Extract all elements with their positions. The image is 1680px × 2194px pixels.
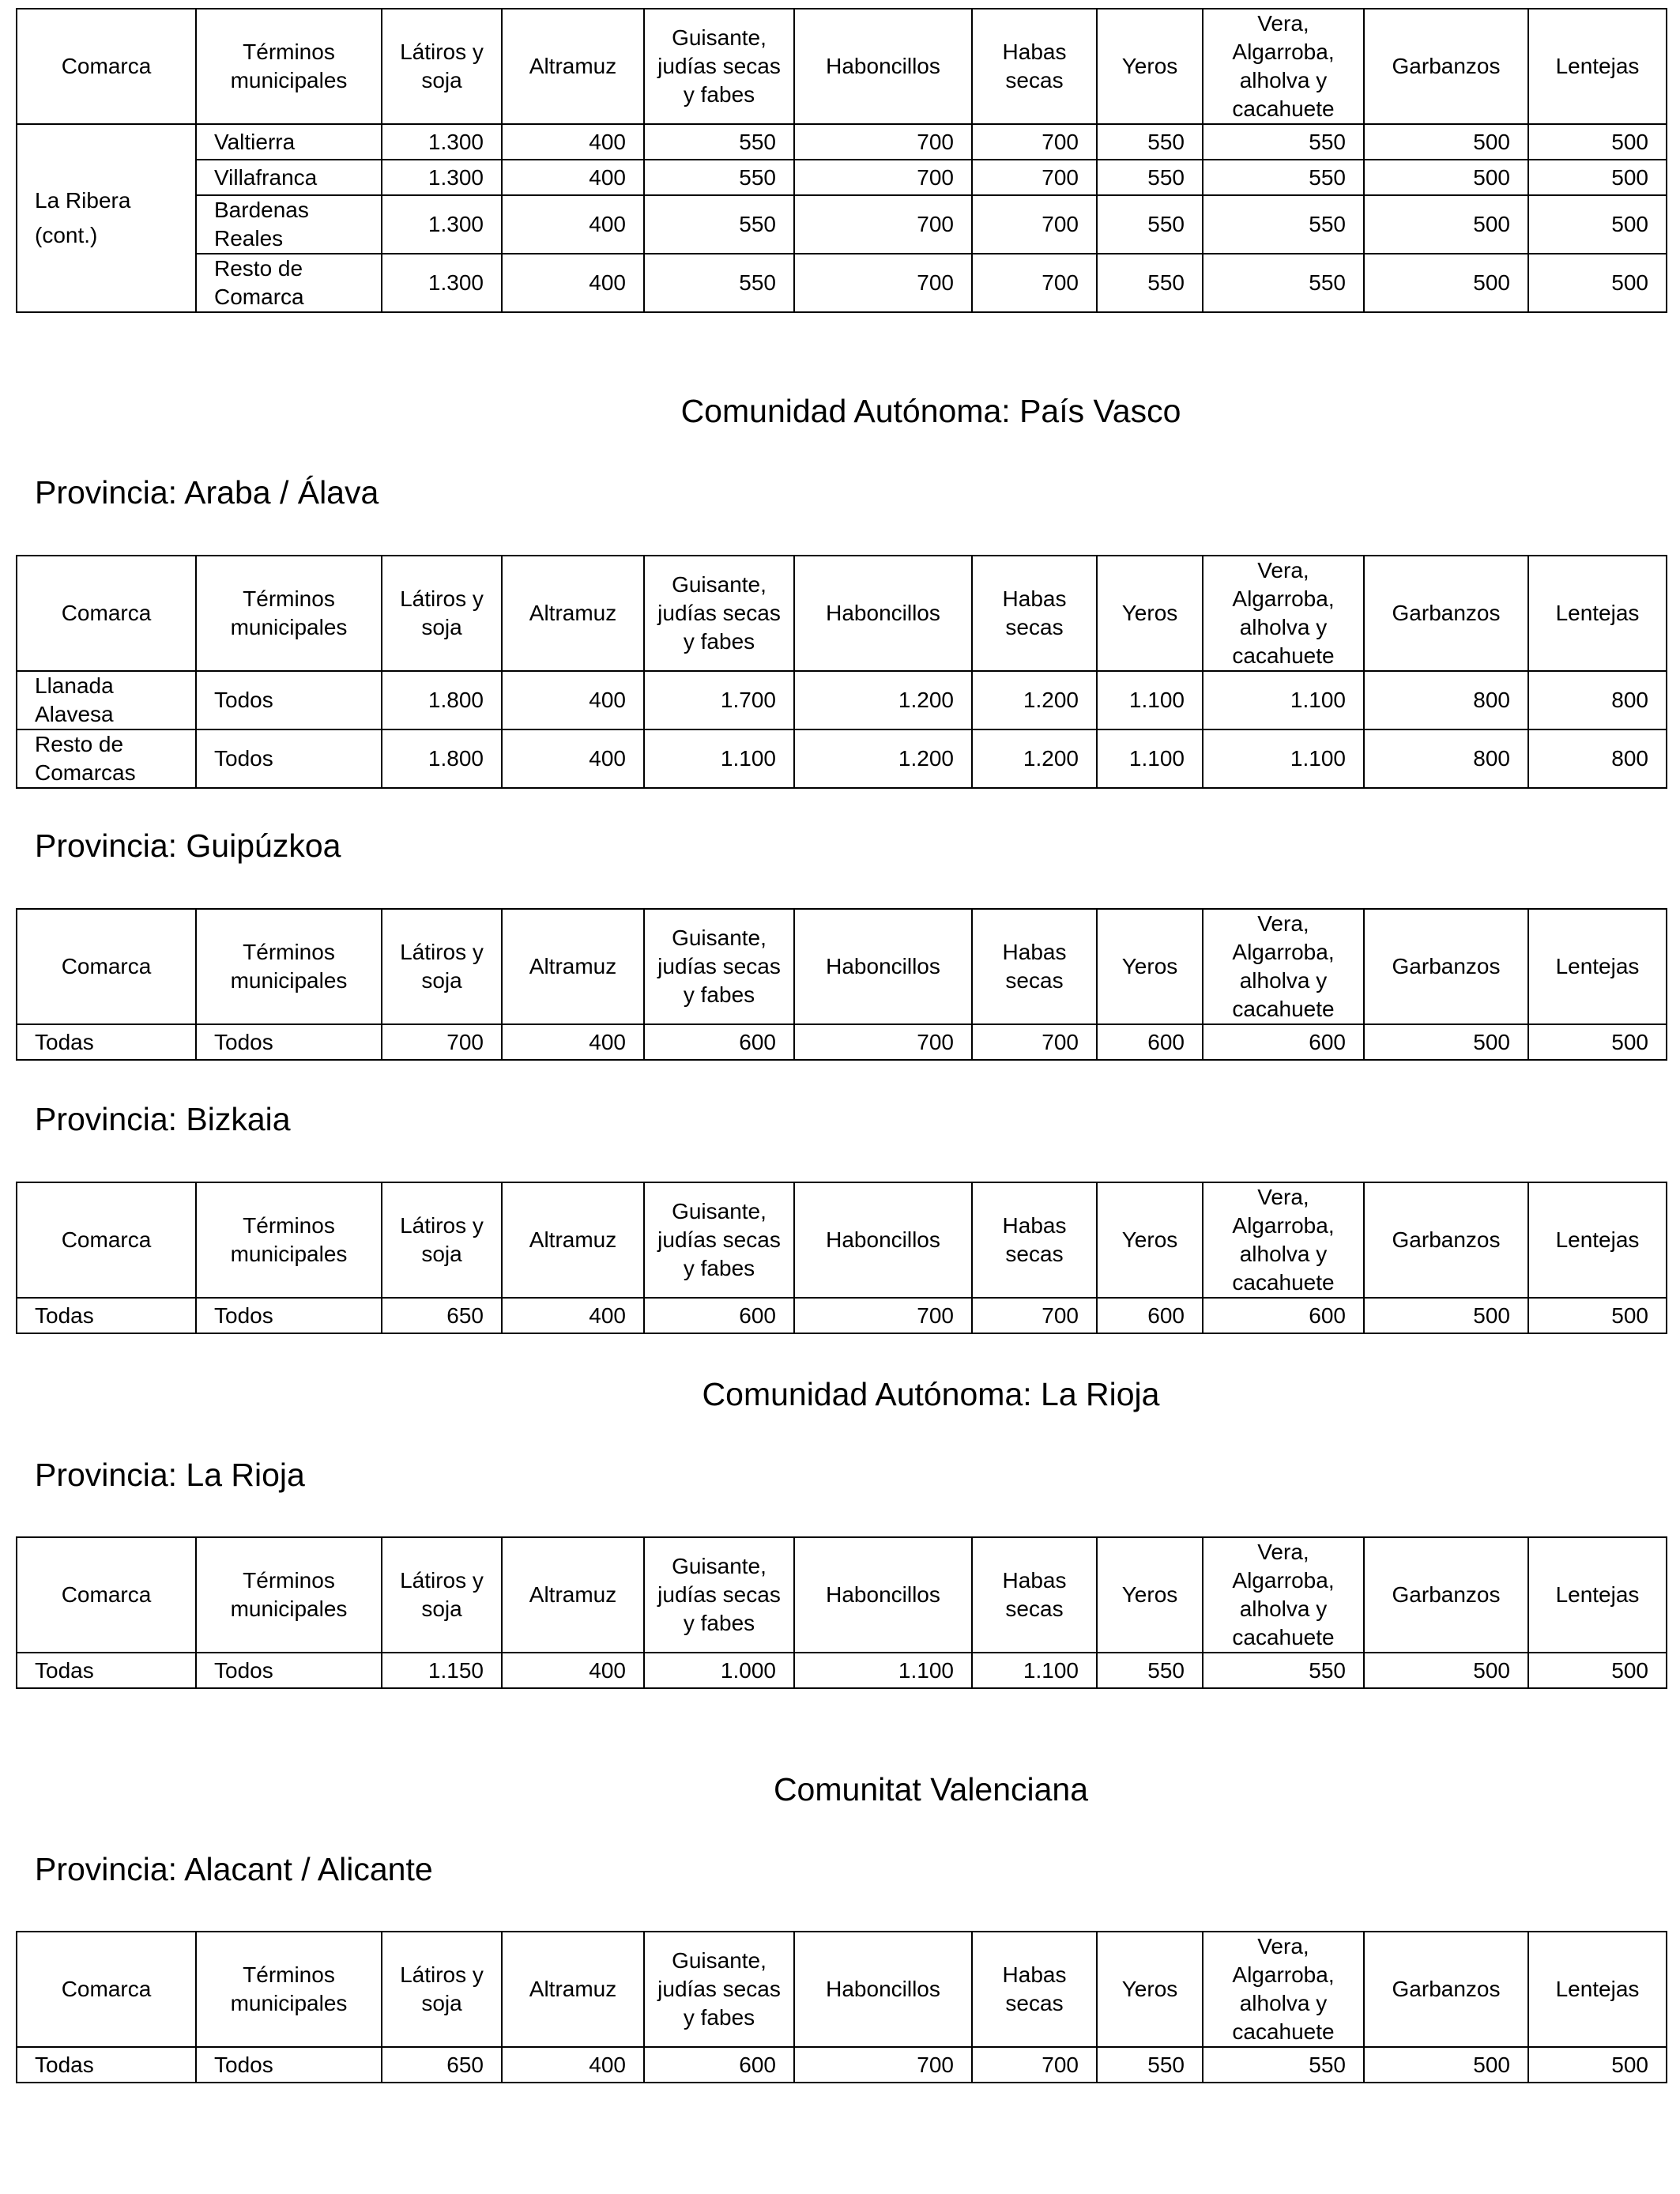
cell: 1.150 [382,1653,502,1688]
header-cell: Látiros y soja [382,1932,502,2047]
cell: 550 [1097,195,1203,254]
header-cell: Haboncillos [794,1537,972,1653]
header-cell: Términos municipales [196,556,382,671]
header-cell: Altramuz [502,1537,644,1653]
cell: 1.300 [382,160,502,195]
header-cell: Yeros [1097,909,1203,1024]
cell: Villafranca [196,160,382,195]
cell: Todas [17,2047,196,2083]
header-cell: Haboncillos [794,909,972,1024]
table-row [17,729,1667,788]
header-cell: Términos municipales [196,1537,382,1653]
table-row [17,1024,1667,1060]
header-cell: Altramuz [502,556,644,671]
cell: Llanada Alavesa [17,671,196,729]
header-cell: Garbanzos [1364,909,1528,1024]
header-cell: Guisante, judías secas y fabes [644,1182,794,1298]
table-row [17,671,1667,729]
cell: 500 [1528,160,1667,195]
header-cell: Yeros [1097,1182,1203,1298]
header-cell: Comarca [17,9,196,124]
cell: 1.800 [382,671,502,729]
cell: 400 [502,671,644,729]
cell: 600 [644,1298,794,1333]
cell: 650 [382,2047,502,2083]
header-cell: Comarca [17,1537,196,1653]
cell: 700 [972,124,1097,160]
cell: 500 [1528,124,1667,160]
cell: 500 [1528,195,1667,254]
table-header [17,1537,1667,1653]
header-cell: Habas secas [972,1932,1097,2047]
cell: 1.100 [972,1653,1097,1688]
cell: 700 [794,254,972,312]
header-cell: Términos municipales [196,909,382,1024]
cell: 500 [1364,254,1528,312]
header-cell: Habas secas [972,1182,1097,1298]
cell: 800 [1528,729,1667,788]
cell: 700 [794,2047,972,2083]
table-araba [16,555,1667,789]
header-cell: Habas secas [972,556,1097,671]
cell: 700 [972,1298,1097,1333]
comarca-cell: La Ribera (cont.) [17,124,196,312]
cell: 700 [972,195,1097,254]
cell: 550 [644,195,794,254]
table-row [17,160,1667,195]
cell: 500 [1528,2047,1667,2083]
cell: 1.800 [382,729,502,788]
header-cell: Habas secas [972,9,1097,124]
header-cell: Látiros y soja [382,1537,502,1653]
cell: 700 [794,1298,972,1333]
cell: 500 [1364,1653,1528,1688]
province-heading-bizkaia: Provincia: Bizkaia [35,1101,291,1137]
header-cell: Guisante, judías secas y fabes [644,1932,794,2047]
header-cell: Altramuz [502,909,644,1024]
province-heading-guipuzkoa: Provincia: Guipúzkoa [35,827,341,864]
cell: Todos [196,2047,382,2083]
header-cell: Garbanzos [1364,9,1528,124]
cell: 550 [1097,1653,1203,1688]
cell: Todos [196,1024,382,1060]
cell: 1.100 [1203,729,1364,788]
cell: 700 [794,124,972,160]
cell: Todas [17,1653,196,1688]
cell: 700 [794,195,972,254]
table-row [17,195,1667,254]
header-cell: Altramuz [502,9,644,124]
cell: 550 [1097,2047,1203,2083]
table-header [17,909,1667,1024]
table-row [17,124,1667,160]
header-cell: Lentejas [1528,9,1667,124]
header-cell: Garbanzos [1364,1537,1528,1653]
cell: 500 [1364,1024,1528,1060]
cell: 1.300 [382,254,502,312]
cell: Todos [196,1653,382,1688]
cell: 550 [1097,254,1203,312]
cell: 1.300 [382,124,502,160]
table-bizkaia [16,1182,1667,1334]
header-cell: Vera, Algarroba, alholva y cacahuete [1203,1932,1364,2047]
cell: 400 [502,1024,644,1060]
header-cell: Yeros [1097,9,1203,124]
header-cell: Habas secas [972,1537,1097,1653]
header-cell: Altramuz [502,1932,644,2047]
cell: 500 [1528,254,1667,312]
header-cell: Yeros [1097,1537,1203,1653]
province-heading-la-rioja: Provincia: La Rioja [35,1457,305,1493]
header-cell: Lentejas [1528,1182,1667,1298]
header-cell: Haboncillos [794,1182,972,1298]
table-header [17,9,1667,124]
cell: 600 [1203,1024,1364,1060]
header-cell: Vera, Algarroba, alholva y cacahuete [1203,1182,1364,1298]
cell: 600 [644,2047,794,2083]
cell: 500 [1364,124,1528,160]
header-cell: Guisante, judías secas y fabes [644,909,794,1024]
cell: Todos [196,1298,382,1333]
cell: 700 [382,1024,502,1060]
cell: 600 [644,1024,794,1060]
header-cell: Comarca [17,1182,196,1298]
header-cell: Garbanzos [1364,556,1528,671]
cell: 550 [1203,1653,1364,1688]
header-cell: Garbanzos [1364,1182,1528,1298]
header-cell: Guisante, judías secas y fabes [644,1537,794,1653]
header-cell: Yeros [1097,1932,1203,2047]
table-row [17,2047,1667,2083]
cell: 700 [972,2047,1097,2083]
header-cell: Lentejas [1528,909,1667,1024]
table-row [17,1653,1667,1688]
header-cell: Haboncillos [794,9,972,124]
cell: Todas [17,1298,196,1333]
header-cell: Guisante, judías secas y fabes [644,9,794,124]
table-alicante [16,1931,1667,2083]
cell: 700 [794,1024,972,1060]
cell: 500 [1528,1024,1667,1060]
table-row [17,1298,1667,1333]
cell: 700 [972,1024,1097,1060]
cell: 500 [1528,1653,1667,1688]
cell: 400 [502,2047,644,2083]
cell: 400 [502,124,644,160]
cell: 400 [502,195,644,254]
table-header [17,1932,1667,2047]
cell: 600 [1097,1298,1203,1333]
header-cell: Vera, Algarroba, alholva y cacahuete [1203,1537,1364,1653]
cell: 650 [382,1298,502,1333]
header-cell: Vera, Algarroba, alholva y cacahuete [1203,9,1364,124]
cell: 1.200 [972,729,1097,788]
cell: 400 [502,254,644,312]
header-cell: Látiros y soja [382,9,502,124]
cell: Todos [196,671,382,729]
cell: 1.100 [1097,729,1203,788]
header-cell: Haboncillos [794,556,972,671]
header-cell: Comarca [17,909,196,1024]
header-cell: Comarca [17,1932,196,2047]
cell: 550 [644,124,794,160]
header-cell: Lentejas [1528,556,1667,671]
cell: 1.100 [644,729,794,788]
header-cell: Vera, Algarroba, alholva y cacahuete [1203,556,1364,671]
cell: Todas [17,1024,196,1060]
cell: 550 [1203,195,1364,254]
cell: 550 [1203,254,1364,312]
table-guipuzkoa [16,908,1667,1061]
cell: 1.200 [972,671,1097,729]
cell: 700 [972,254,1097,312]
cell: 800 [1364,729,1528,788]
header-cell: Términos municipales [196,1932,382,2047]
cell: 1.100 [1203,671,1364,729]
header-cell: Términos municipales [196,9,382,124]
header-cell: Habas secas [972,909,1097,1024]
cell: 800 [1528,671,1667,729]
header-cell: Comarca [17,556,196,671]
section-heading-la-rioja: Comunidad Autónoma: La Rioja [702,1376,1160,1412]
table-header [17,556,1667,671]
cell: 550 [644,160,794,195]
header-cell: Haboncillos [794,1932,972,2047]
header-cell: Lentejas [1528,1932,1667,2047]
cell: 550 [644,254,794,312]
cell: 1.100 [1097,671,1203,729]
table-row [17,254,1667,312]
cell: 1.100 [794,1653,972,1688]
header-cell: Términos municipales [196,1182,382,1298]
cell: 1.300 [382,195,502,254]
cell: 550 [1203,2047,1364,2083]
cell: 400 [502,1298,644,1333]
table-header [17,1182,1667,1298]
header-cell: Látiros y soja [382,1182,502,1298]
cell: 400 [502,160,644,195]
cell: 400 [502,729,644,788]
cell: 800 [1364,671,1528,729]
cell: 550 [1097,124,1203,160]
header-cell: Látiros y soja [382,556,502,671]
header-cell: Yeros [1097,556,1203,671]
header-cell: Guisante, judías secas y fabes [644,556,794,671]
header-cell: Altramuz [502,1182,644,1298]
cell: 1.000 [644,1653,794,1688]
table-navarra-ribera [16,8,1667,313]
cell: 1.200 [794,729,972,788]
cell: 550 [1203,160,1364,195]
province-heading-araba: Provincia: Araba / Álava [35,474,379,511]
header-cell: Garbanzos [1364,1932,1528,2047]
header-cell: Vera, Algarroba, alholva y cacahuete [1203,909,1364,1024]
cell: 400 [502,1653,644,1688]
cell: 700 [794,160,972,195]
cell: 600 [1097,1024,1203,1060]
cell: Todos [196,729,382,788]
cell: 1.700 [644,671,794,729]
header-cell: Látiros y soja [382,909,502,1024]
cell: 1.200 [794,671,972,729]
cell: Resto de Comarcas [17,729,196,788]
cell: 500 [1528,1298,1667,1333]
header-cell: Lentejas [1528,1537,1667,1653]
cell: Resto de Comarca [196,254,382,312]
cell: 500 [1364,160,1528,195]
section-heading-valenciana: Comunitat Valenciana [773,1771,1089,1808]
cell: 550 [1097,160,1203,195]
cell: 500 [1364,195,1528,254]
table-la-rioja [16,1536,1667,1689]
section-heading-pais-vasco: Comunidad Autónoma: País Vasco [680,393,1181,429]
cell: Bardenas Reales [196,195,382,254]
cell: Valtierra [196,124,382,160]
cell: 550 [1203,124,1364,160]
cell: 500 [1364,2047,1528,2083]
province-heading-alicante: Provincia: Alacant / Alicante [35,1851,433,1887]
cell: 600 [1203,1298,1364,1333]
cell: 700 [972,160,1097,195]
cell: 500 [1364,1298,1528,1333]
